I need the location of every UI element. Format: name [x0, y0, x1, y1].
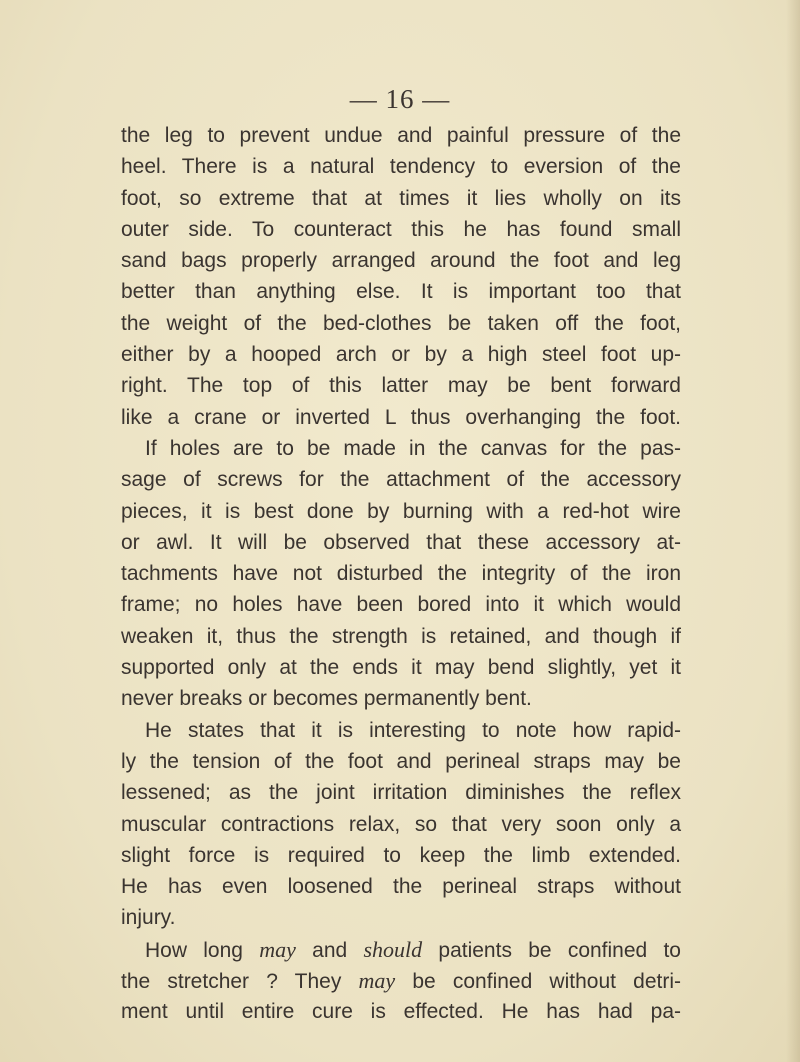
line-segment: How long — [145, 938, 260, 962]
text-line: sage of screws for the attachment of the accessory — [121, 468, 681, 492]
text-line: outer side. To counteract this he has found small — [121, 217, 681, 241]
text-line: the leg to prevent undue and painful pressure of the — [121, 124, 681, 147]
text-line — [121, 965, 681, 996]
text-line: frame; no holes have been bored into it which would — [121, 593, 681, 617]
text-line: ment until entire cure is effected. He has had pa- — [121, 1000, 681, 1024]
italic-word: may — [358, 968, 396, 994]
text-line: tachments have not disturbed the integrity of the iron — [121, 562, 681, 586]
text-line: supported only at the ends it may bend slightly, yet it — [121, 656, 681, 680]
page-edge-shadow — [786, 0, 800, 1062]
line-segment: and — [295, 938, 364, 962]
text-line: either by a hooped arch or by a high steel foot up- — [121, 343, 681, 367]
page-number: — 16 — — [349, 84, 451, 114]
paragraph-start-line: If holes are to be made in the canvas for the pas- — [145, 436, 681, 460]
text-line: He has even loosened the perineal straps without — [121, 875, 681, 899]
text-line: ly the tension of the foot and perineal straps may be — [121, 749, 681, 773]
line-segment: the stretcher ? They — [121, 970, 359, 994]
text-line: pieces, it is best done by burning with a red-hot wire — [121, 499, 681, 523]
text-line: slight force is required to keep the limb extended. — [121, 843, 681, 867]
paragraph-start-line: He states that it is interesting to note how rapid- — [145, 718, 681, 742]
italic-word: may — [259, 936, 296, 962]
text-line: weaken it, thus the strength is retained, and though if — [121, 624, 681, 648]
paragraph-end-line: injury. — [121, 906, 176, 930]
paragraph-start-line — [121, 934, 681, 965]
line-segment: be confined without detri- — [395, 970, 681, 994]
text-line: heel. There is a natural tendency to eversion of the — [121, 155, 681, 179]
line-segment: patients be confined to — [422, 938, 681, 962]
text-line: the weight of the bed-clothes be taken off the foot, — [121, 311, 681, 335]
paragraph-end-line: never breaks or becomes permanently bent. — [121, 687, 532, 711]
text-line: right. The top of this latter may be bent forward — [121, 374, 681, 398]
text-line: like a crane or inverted L thus overhanging the foot. — [121, 405, 681, 429]
text-line: or awl. It will be observed that these accessory at- — [121, 530, 681, 554]
text-line: sand bags properly arranged around the foot and leg — [121, 249, 681, 273]
text-line: muscular contractions relax, so that very soon only a — [121, 812, 681, 836]
text-line: better than anything else. It is important too that — [121, 280, 681, 304]
body-text — [121, 120, 681, 1028]
text-line: foot, so extreme that at times it lies wholly on its — [121, 186, 681, 210]
text-line: lessened; as the joint irritation diminishes the reflex — [121, 781, 681, 805]
italic-word: should — [363, 936, 423, 962]
